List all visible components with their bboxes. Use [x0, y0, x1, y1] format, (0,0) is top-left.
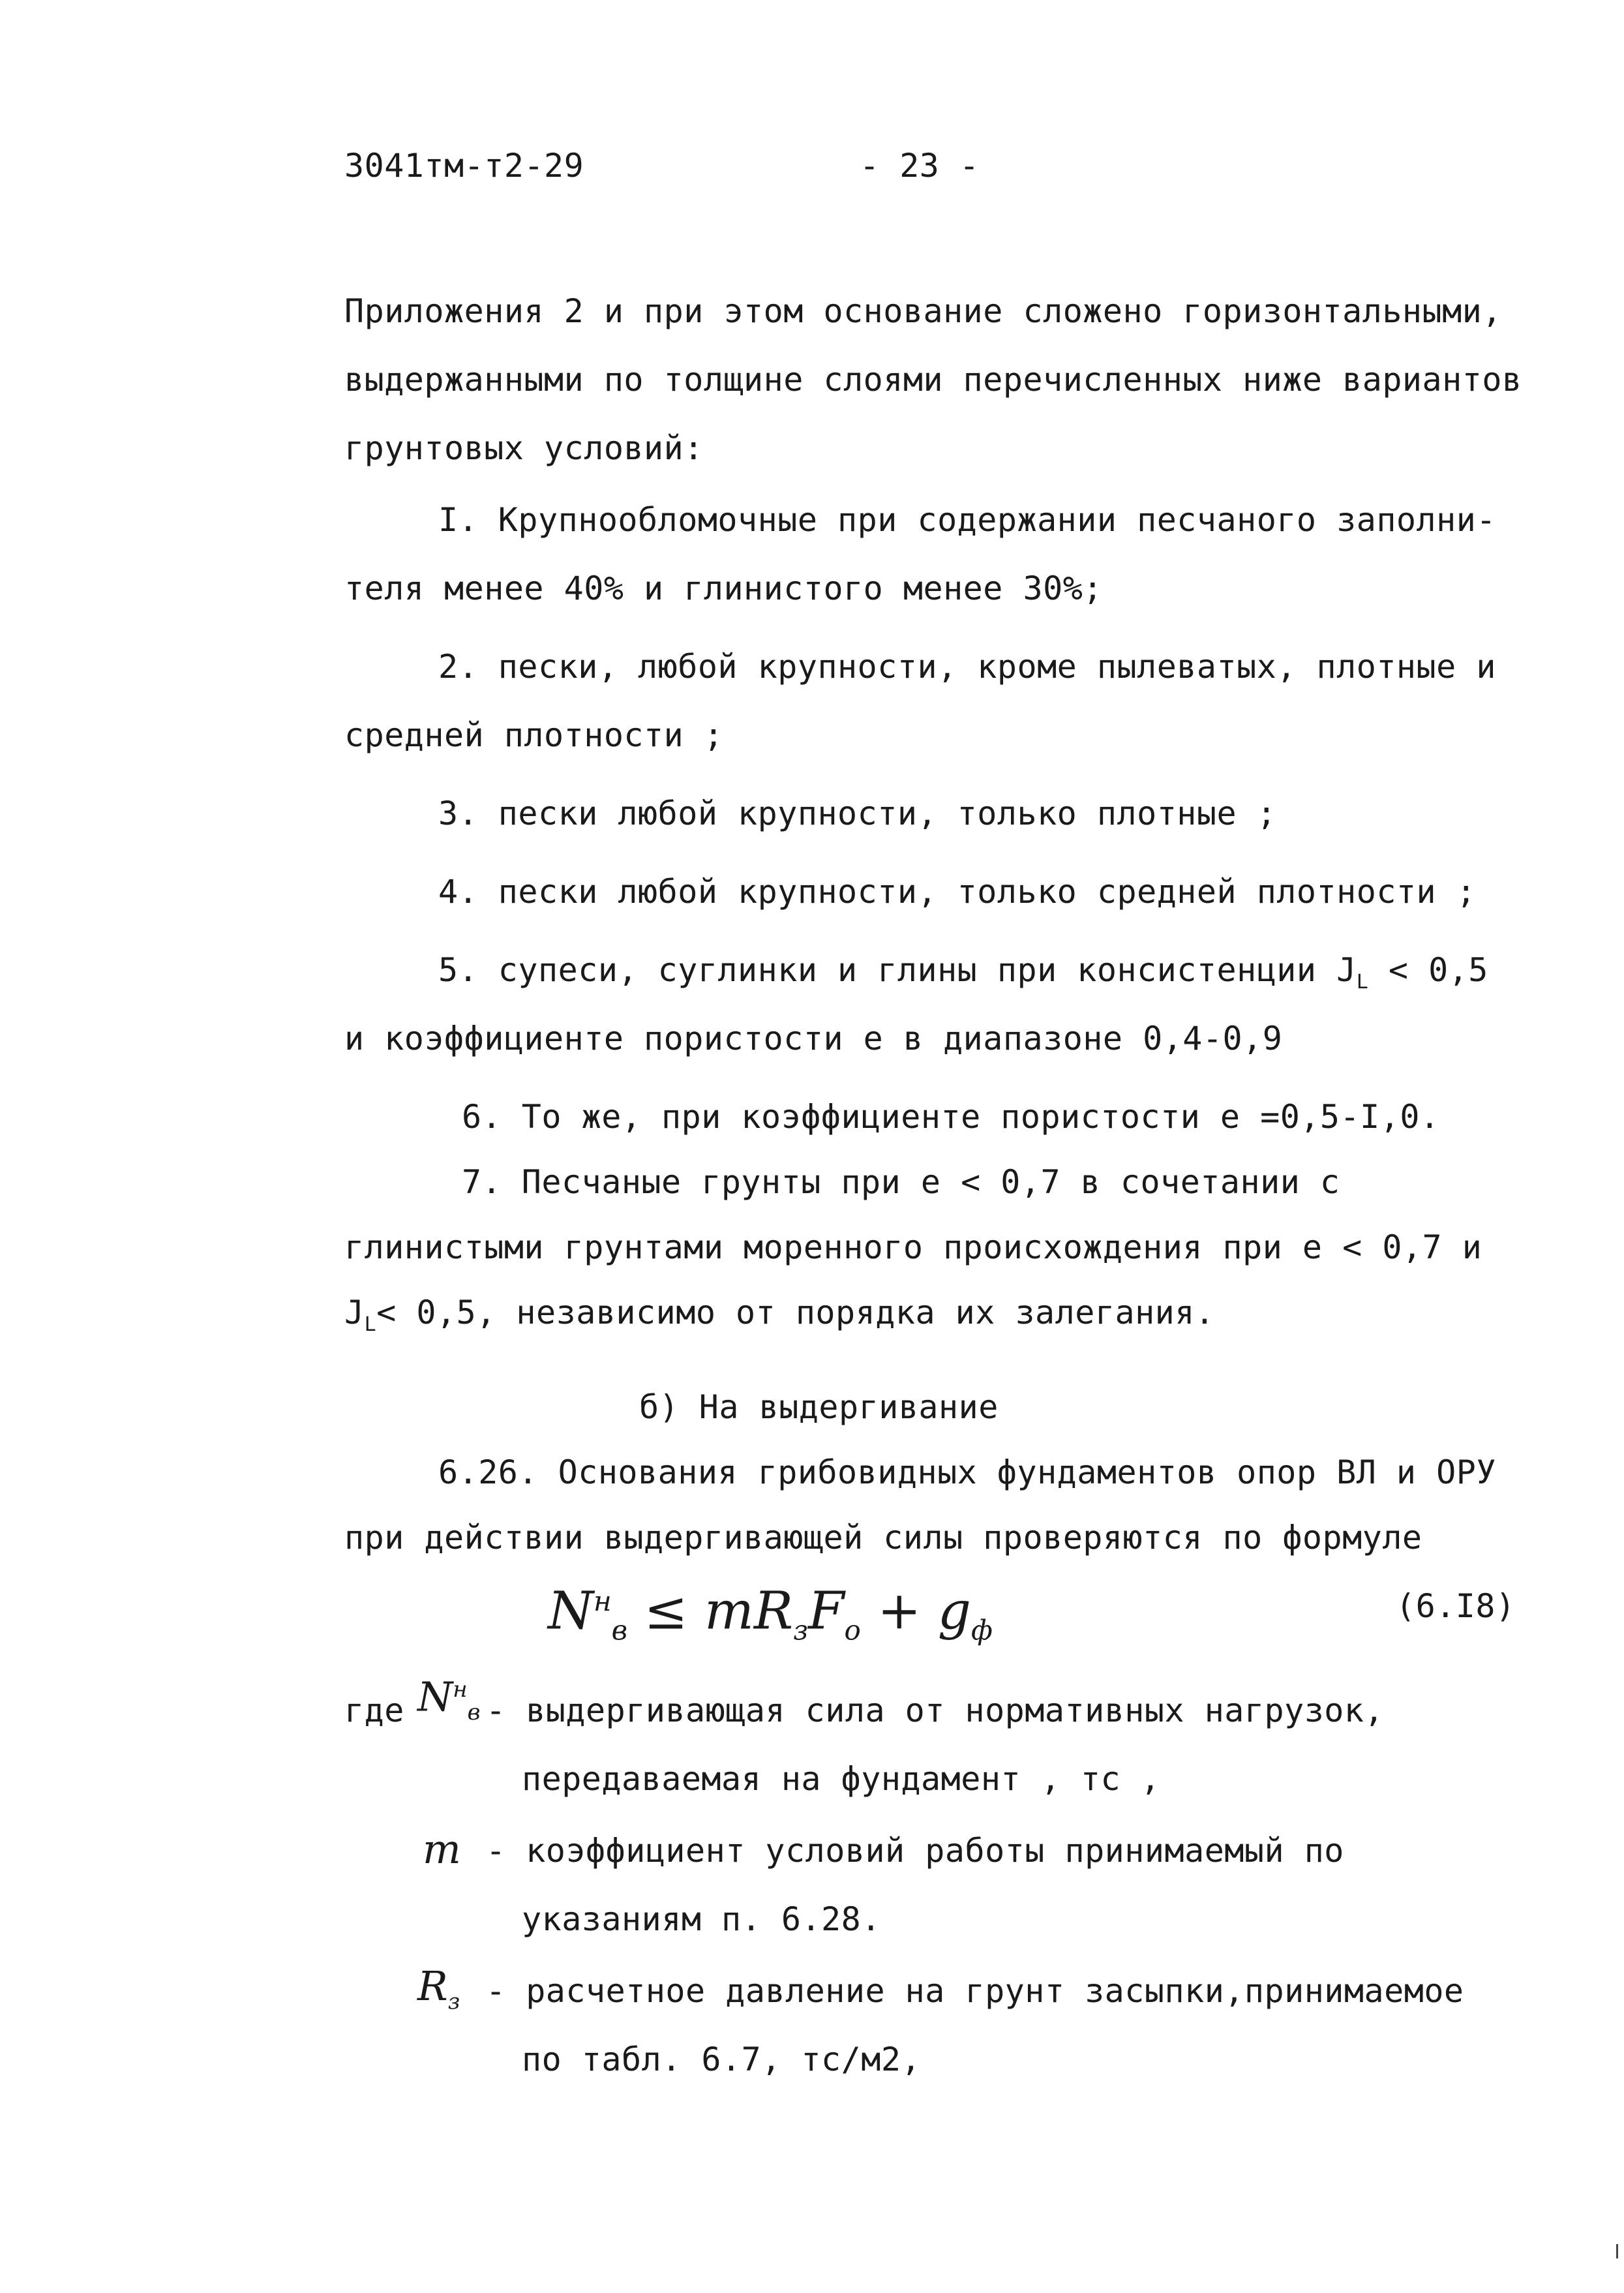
formula-relation: ≤ mR: [627, 1580, 794, 1641]
condition-5-text: 5. супеси, суглинки и глины при консистенции J: [438, 951, 1357, 989]
paragraph-6-26-line-2: при действии выдергивающей силы проверяются по формуле: [344, 1519, 1422, 1557]
definition-r-letter: R: [417, 1962, 448, 2010]
definition-n-line-2: передаваемая на фундамент , тс ,: [522, 1760, 1161, 1798]
definition-r-symbol: [417, 1964, 460, 2024]
definition-n-symbol: [417, 1667, 480, 1735]
definition-m-line-2: указаниям п. 6.28.: [522, 1900, 881, 1938]
section-title: б) На выдергивание: [639, 1388, 999, 1426]
condition-7-line-2: глинистыми грунтами моренного происхождения при e < 0,7 и: [344, 1228, 1482, 1266]
condition-7-line-1: 7. Песчаные грунты при e < 0,7 в сочетании с: [462, 1163, 1340, 1201]
condition-5-line-1: [438, 949, 1488, 1003]
definition-m-line-1: - коэффициент условий работы принимаемый по: [486, 1832, 1344, 1870]
condition-3: 3. пески любой крупности, только плотные ;: [438, 795, 1277, 832]
condition-2-line-2: средней плотности ;: [344, 716, 724, 754]
formula-number: (6.I8): [1396, 1587, 1516, 1625]
formula-lhs-superscript: н: [594, 1585, 612, 1617]
definition-n-superscript: н: [453, 1677, 468, 1703]
consistency-index-subscript: L: [1356, 971, 1369, 994]
formula-r-subscript: з: [793, 1614, 809, 1647]
formula-lhs-subscript: в: [611, 1614, 628, 1647]
condition-2-line-1: 2. пески, любой крупности, кроме пылеватых, плотные и: [438, 648, 1496, 686]
scan-edge-mark: [1616, 2244, 1618, 2258]
page-number: - 23 -: [860, 147, 980, 185]
formula-plus-g: + g: [860, 1580, 971, 1641]
definition-r-subscript: з: [447, 1988, 460, 2015]
definition-m-symbol: m: [423, 1825, 461, 1873]
consistency-index-symbol: J: [344, 1294, 365, 1331]
formula-lhs-symbol: N: [548, 1580, 594, 1641]
intro-line-1: Приложения 2 и при этом основание сложено горизонтальными,: [344, 292, 1502, 330]
intro-line-2: выдержанными по толщине слоями перечисленных ниже вариантов: [344, 361, 1522, 399]
condition-1-line-2: теля менее 40% и глинистого менее 30%;: [344, 569, 1103, 607]
condition-1-line-1: I. Крупнообломочные при содержании песчаного заполни-: [438, 501, 1496, 539]
condition-5-line-2: и коэффициенте пористости e в диапазоне 0,4-0,9: [344, 1020, 1283, 1057]
consistency-index-subscript-2: L: [364, 1313, 377, 1336]
definition-n-line-1: - выдергивающая сила от нормативных нагрузок,: [486, 1692, 1385, 1729]
formula-f-subscript: о: [844, 1614, 861, 1647]
formula-f-symbol: F: [808, 1580, 845, 1641]
formula-6-18: [548, 1566, 993, 1667]
document-code: 3041тм-т2-29: [344, 147, 584, 185]
formula-g-subscript: ф: [970, 1614, 993, 1647]
definition-n-letter: N: [417, 1673, 453, 1721]
definition-r-line-2: по табл. 6.7, тс/м2,: [522, 2041, 922, 2078]
definition-r-line-1: - расчетное давление на грунт засыпки,принимаемое: [486, 1972, 1464, 2010]
definition-n-subscript: в: [467, 1699, 481, 1726]
condition-5-limit: < 0,5: [1368, 951, 1488, 989]
paragraph-6-26-line-1: 6.26. Основания грибовидных фундаментов опор ВЛ и ОРУ: [438, 1453, 1496, 1491]
condition-6: 6. То же, при коэффициенте пористости e =0,5-I,0.: [462, 1098, 1440, 1136]
condition-7-line-3: [344, 1292, 1214, 1346]
where-label: где: [344, 1692, 404, 1729]
condition-7-line-3-text: < 0,5, независимо от порядка их залегания.: [376, 1294, 1215, 1331]
intro-line-3: грунтовых условий:: [344, 429, 704, 467]
condition-4: 4. пески любой крупности, только средней плотности ;: [438, 873, 1477, 911]
